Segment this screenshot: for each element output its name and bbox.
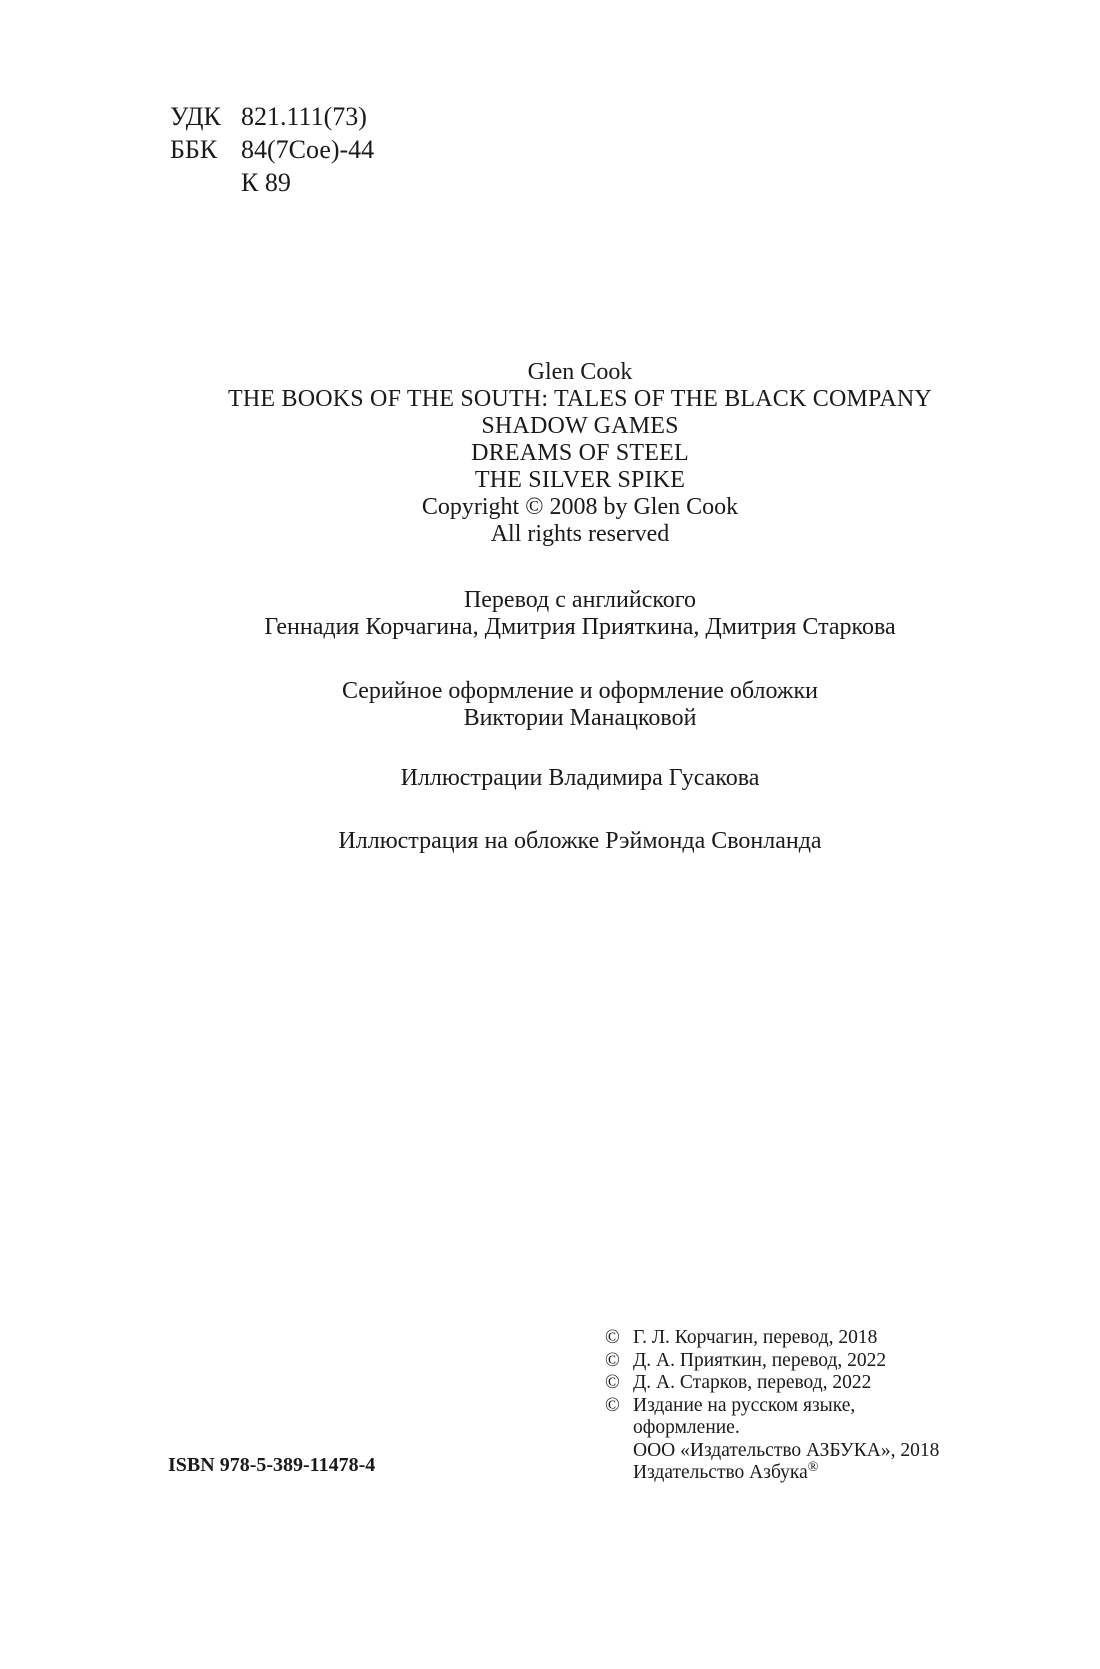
original-credits — [0, 359, 1100, 548]
copyright-entry — [605, 1372, 939, 1395]
copyright-text: Г. Л. Корчагин, перевод, 2018 — [633, 1327, 878, 1348]
copyright-sign: © — [605, 1372, 620, 1393]
translation-heading: Перевод с английского — [463, 587, 697, 613]
cover-illustration-credit — [0, 828, 1100, 855]
copyright-sign: © — [605, 1349, 620, 1371]
copyright-text: Д. А. Прияткин, перевод, 2022 — [633, 1349, 887, 1371]
udk-row — [170, 100, 374, 133]
book-title: SHADOW GAMES — [481, 413, 679, 439]
design-heading: Серийное оформление и оформление обложки — [341, 678, 819, 704]
cover-illustrator: Иллюстрация на обложке Рэймонда Свонланда — [338, 828, 822, 854]
bbk-row — [170, 133, 374, 166]
bbk-label: ББК — [170, 135, 218, 164]
book-title: DREAMS OF STEEL — [471, 440, 689, 466]
classification-codes — [170, 100, 374, 199]
copyright-sign: © — [605, 1327, 620, 1348]
copyright-entry — [605, 1350, 939, 1373]
original-copyright: Copyright © 2008 by Glen Cook — [421, 494, 739, 520]
udk-value: 821.111(73) — [241, 102, 367, 131]
copyright-entry — [605, 1395, 939, 1418]
registered-mark: ® — [807, 1460, 819, 1475]
copyright-notices — [605, 1327, 939, 1485]
illustrator: Иллюстрации Владимира Гусакова — [400, 765, 760, 791]
translators: Геннадия Корчагина, Дмитрия Прияткина, Дмитрия Старкова — [264, 614, 896, 640]
book-title: THE SILVER SPIKE — [474, 467, 686, 493]
publisher-imprint — [605, 1462, 939, 1485]
copyright-continuation: ООО «Издательство АЗБУКА», 2018 — [633, 1439, 940, 1461]
designer: Виктории Манацковой — [463, 705, 697, 731]
imprint-name: Издательство Азбука — [633, 1462, 808, 1483]
copyright-text: Издание на русском языке, — [633, 1394, 856, 1416]
series-title: THE BOOKS OF THE SOUTH: TALES OF THE BLACK COMPANY — [228, 386, 932, 412]
copyright-text: Д. А. Старков, перевод, 2022 — [633, 1372, 872, 1393]
copyright-entry — [605, 1327, 939, 1350]
copyright-sign: © — [605, 1394, 620, 1416]
rights-reserved: All rights reserved — [490, 521, 670, 547]
copyright-continuation: оформление. — [633, 1417, 740, 1438]
original-author: Glen Cook — [527, 359, 633, 385]
udk-label: УДК — [170, 102, 221, 131]
bbk-value: 84(7Сое)-44 — [241, 135, 375, 164]
isbn: ISBN 978-5-389-11478-4 — [168, 1454, 376, 1476]
design-credits — [0, 678, 1100, 732]
author-mark: К 89 — [241, 168, 291, 197]
translation-credits — [0, 587, 1100, 641]
illustrations-credit — [0, 765, 1100, 792]
